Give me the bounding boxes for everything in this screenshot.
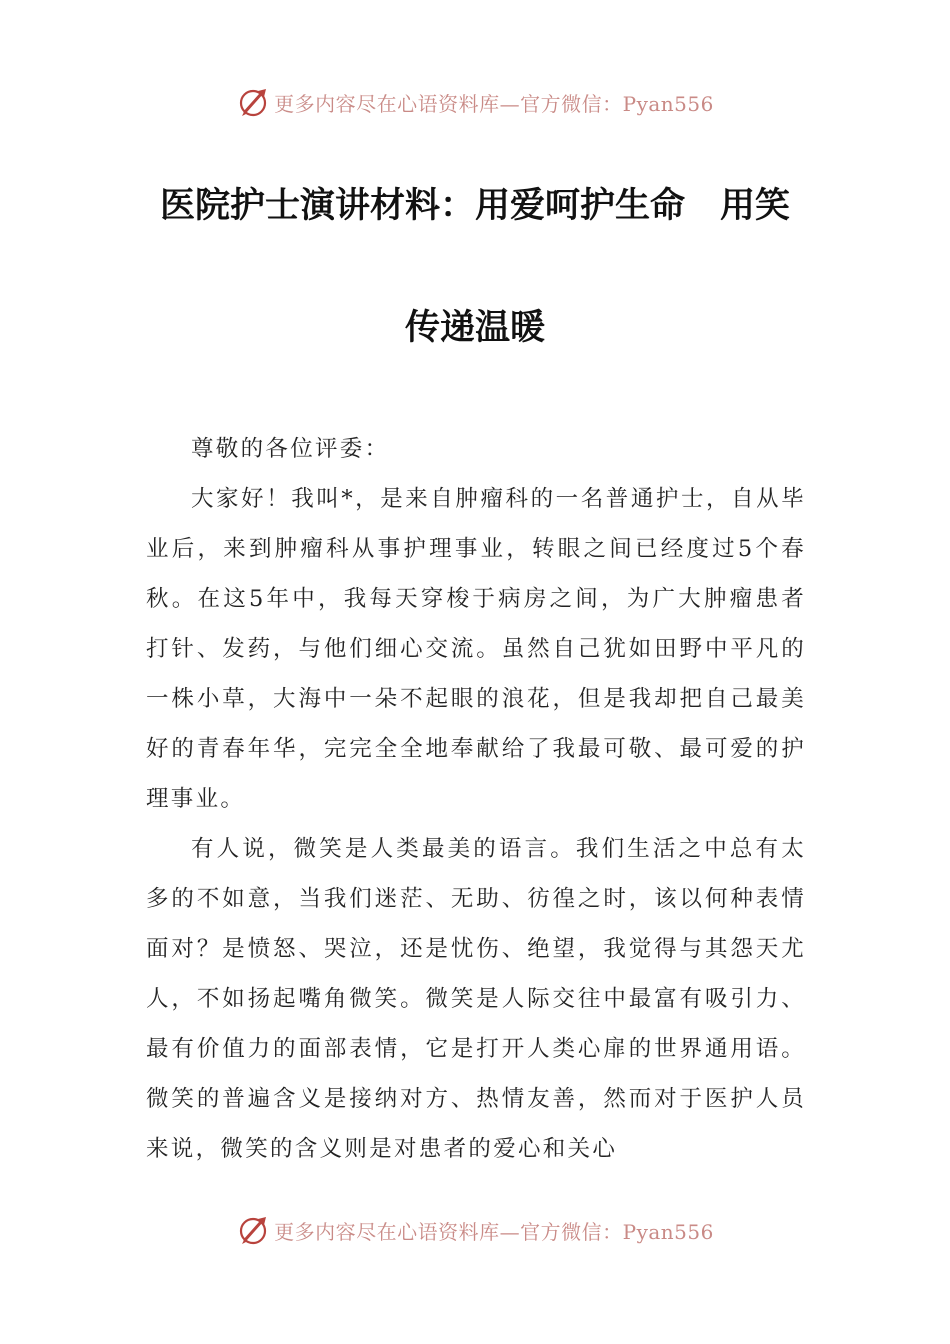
document-body — [146, 424, 806, 1174]
paragraph: 有人说，微笑是人类最美的语言。我们生活之中总有太多的不如意，当我们迷茫、无助、彷徨之时，该以何种表情面对？是愤怒、哭泣，还是忧伤、绝望，我觉得与其怨天尤人，不如扬起嘴角微笑。微笑是人际交往中最富有吸引力、最有价值力的面部表情，它是打开人类心扉的世界通用语。微笑的普遍含义是接纳对方、热情友善，然而对于医护人员来说，微笑的含义则是对患者的爱心和关心 — [146, 836, 806, 1162]
salutation: 尊敬的各位评委： — [191, 436, 390, 462]
banner-text: 更多内容尽在心语资料库—官方微信：Pyan556 — [274, 1219, 714, 1244]
pen-circle-icon — [236, 1213, 270, 1247]
document-title-line-2: 传递温暖 — [404, 308, 545, 348]
document-title-line-1: 医院护士演讲材料：用爱呵护生命 用笑 — [159, 186, 790, 226]
header-banner — [0, 82, 950, 122]
paragraph: 大家好！我叫*，是来自肿瘤科的一名普通护士，自从毕业后，来到肿瘤科从事护理事业，转眼之间已经度过5个春秋。在这5年中，我每天穿梭于病房之间，为广大肿瘤患者打针、发药，与他们细心交流。虽然自己犹如田野中平凡的一株小草，大海中一朵不起眼的浪花，但是我却把自己最美好的青春年华，完完全全地奉献给了我最可敬、最可爱的护理事业。 — [146, 486, 806, 812]
banner-text: 更多内容尽在心语资料库—官方微信：Pyan556 — [274, 91, 714, 116]
pen-circle-icon — [236, 85, 270, 119]
footer-banner — [0, 1210, 950, 1250]
